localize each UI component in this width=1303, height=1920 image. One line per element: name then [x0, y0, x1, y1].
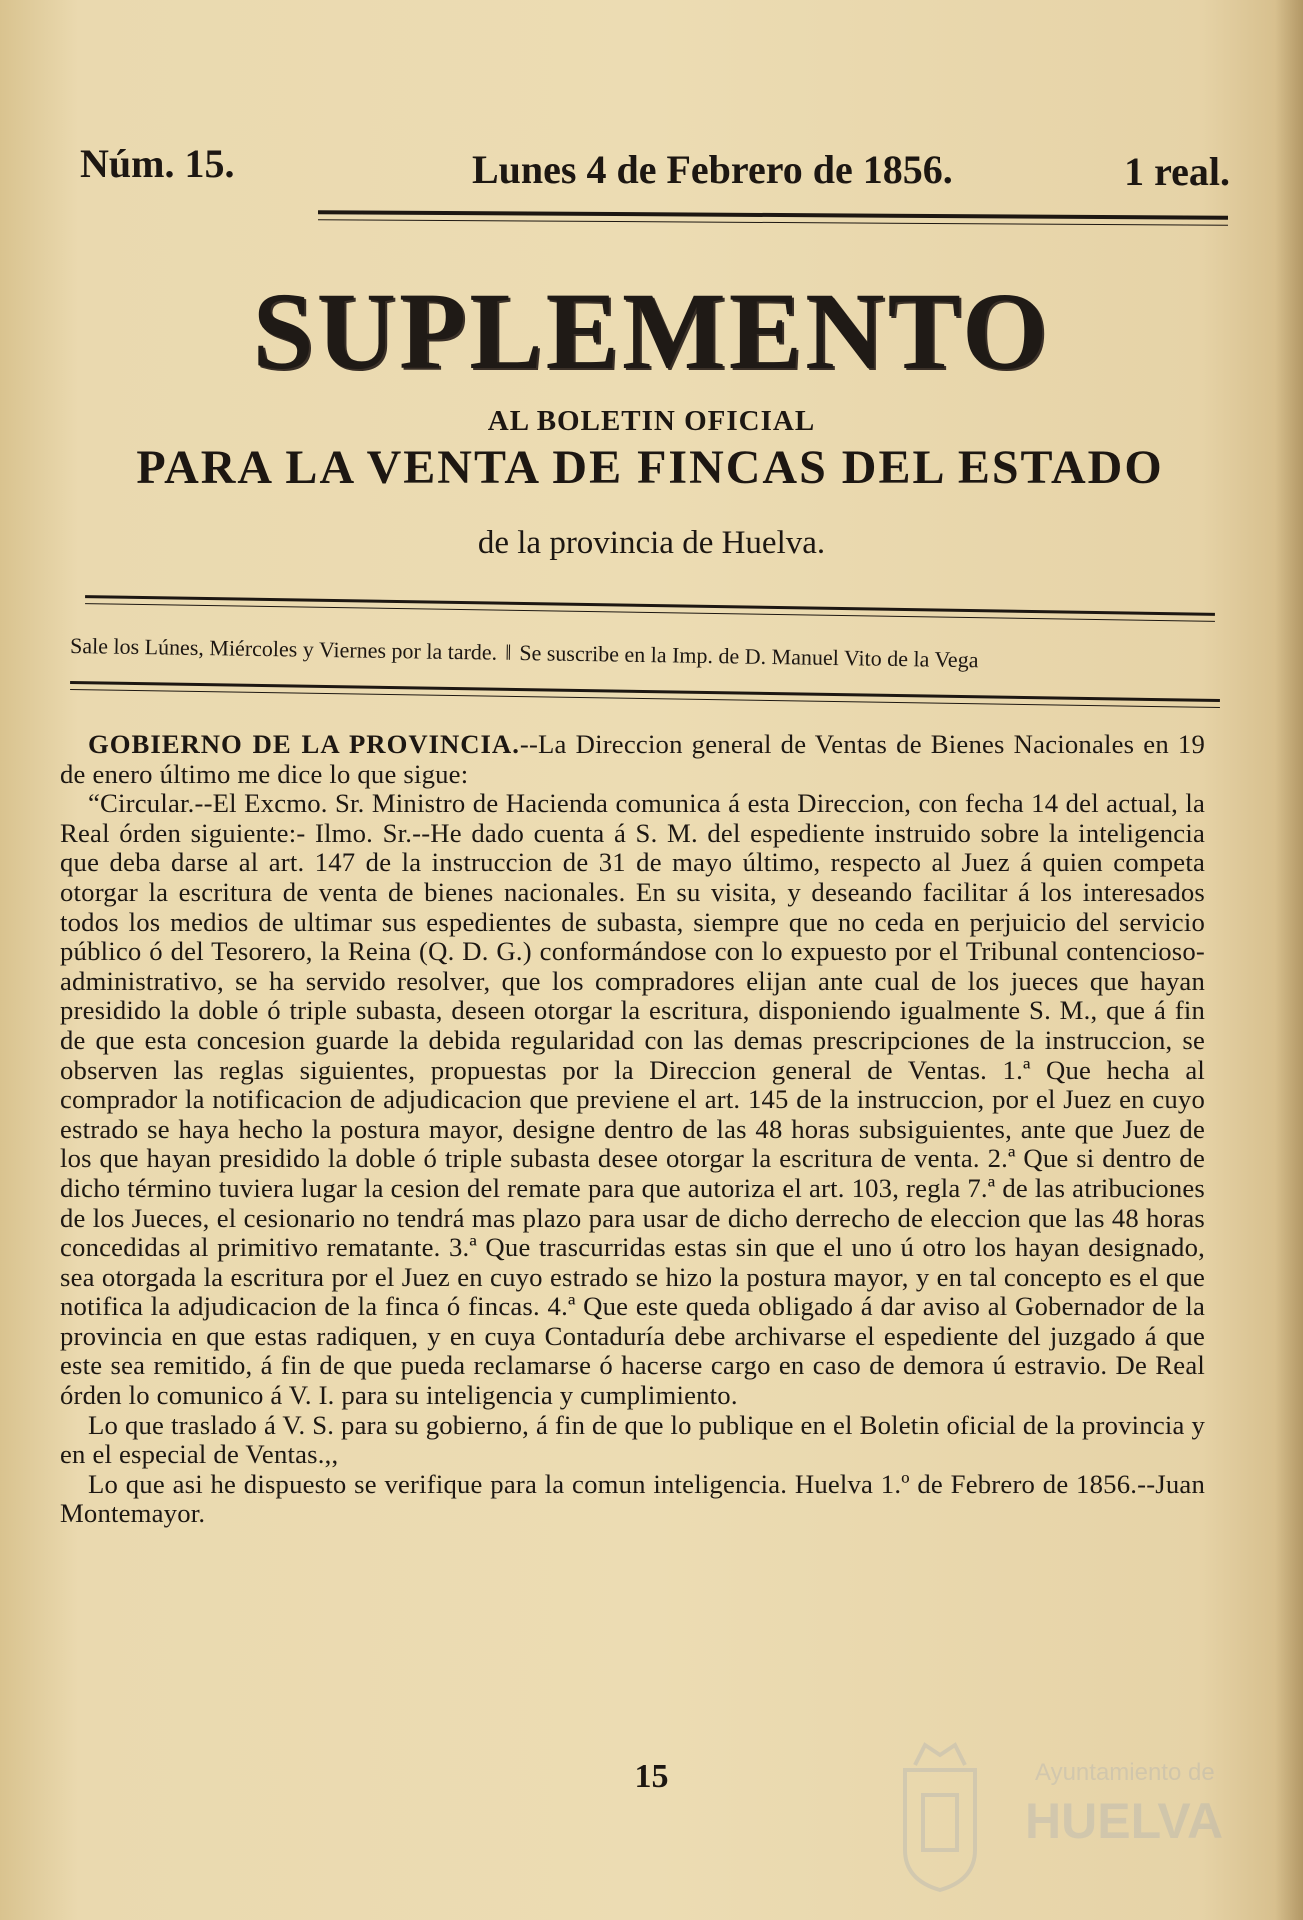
watermark-line2: HUELVA: [1025, 1793, 1224, 1849]
article-intro: [60, 730, 1205, 789]
masthead-row: [80, 140, 1230, 200]
publication-info: [70, 633, 1220, 677]
publication-subscription: Se suscribe en la Imp. de D. Manuel Vito de la Vega: [519, 640, 979, 673]
article-p3: Lo que traslado á V. S. para su gobierno, á fin de que lo publique en el Boletin oficial de la provincia y en el especial de Ventas.,,: [60, 1409, 1205, 1470]
article-heading: GOBIERNO DE LA PROVINCIA.: [88, 729, 520, 759]
title-provincia: de la provincia de Huelva.: [477, 525, 826, 561]
article-p4: Lo que asi he dispuesto se verifique para la comun inteligencia. Huelva 1.º de Febrero de 1856.--Juan Montemayor.: [60, 1468, 1205, 1529]
masthead-rule-thin: [318, 219, 1228, 226]
watermark-line1: Ayuntamiento de: [1035, 1759, 1215, 1786]
issue-date: Lunes 4 de Febrero de 1856.: [472, 147, 953, 192]
article-p2: “Circular.--El Excmo. Sr. Ministro de Hacienda comunica á esta Direccion, con fecha 14 del actual, la Real órden siguiente:- Ilmo. Sr.--He dado cuenta á S. M. del espediente instruido sobre la inteligencia que deba darse al art. 147 de la instruccion de 31 de mayo último, respecto al Juez á quien competa otorgar la escritura de venta de bienes nacionales. En su visita, y deseando facilitar á los interesados todos los medios de ultimar sus espedientes de subasta, siempre que no ceda en perjuicio del servicio público ó del Tesorero, la Reina (Q. D. G.) conformándose con lo expuesto por el Tribunal contencioso-administrativo, se ha servido resolver, que los compradores elijan ante cual de los jueces que hayan presidido la doble ó triple subasta, deseen otorgar la escritura, disponiendo igualmente S. M., que á fin de que esta concesion guarde la debida regularidad con las demas prescripciones de la instruccion, se observen las reglas siguientes, propuestas por la Direccion general de Ventas. 1.ª Que hecha al comprador la notificacion de adjudicacion que previene el art. 145 de la instruccion, por el Juez en cuyo estrado se haya hecho la postura mayor, designe dentro de las 48 horas subsiguientes, ante que Juez de los que hayan presidido la doble ó triple subasta desee otorgar la escritura de venta. 2.ª Que si dentro de dicho término tuviera lugar la cesion del remate para que autoriza el art. 103, regla 7.ª de las atribuciones de los Jueces, el cesionario no tendrá mas plazo para usar de dicho derrecho de eleccion que las 48 horas concedidas al primitivo rematante. 3.ª Que trascurridas estas sin que el uno ú otro los hayan designado, sea otorgada la escritura por el Juez en cuyo estrado se hizo la postura mayor, y en tal concepto es el que notifica la adjudicacion de la finca ó fincas. 4.ª Que este queda obligado á dar aviso al Gobernador de la provincia en que estas radiquen, y en cuya Contaduría debe archivarse el espediente del juzgado á que este sea remitido, á fin de que pueda reclamarse ó hacerse cargo en caso de demora ú estravio. De Real órden lo comunico á V. I. para su inteligencia y cumplimiento.: [60, 788, 1205, 1411]
masthead-rule-thick: [318, 210, 1228, 220]
publication-separator: ‖: [504, 639, 512, 665]
title-venta-fincas: PARA LA VENTA DE FINCAS DEL ESTADO: [136, 441, 1164, 494]
page-number: 15: [634, 1758, 669, 1795]
ayuntamiento-watermark: [885, 1720, 1225, 1910]
title-suplemento: SUPLEMENTO: [252, 270, 1051, 392]
article-p1: --La Direccion general de Ventas de Bienes Nacionales en 19 de enero último me dice lo que sigue:: [60, 729, 1205, 789]
title-al-boletin: AL BOLETIN OFICIAL: [487, 405, 816, 437]
article-body: [60, 730, 1205, 1529]
crest-icon: [905, 1745, 975, 1890]
issue-number: Núm. 15.: [80, 141, 235, 186]
issue-price: 1 real.: [1124, 149, 1230, 194]
publication-schedule: Sale los Lúnes, Miércoles y Viernes por la tarde.: [69, 632, 498, 665]
